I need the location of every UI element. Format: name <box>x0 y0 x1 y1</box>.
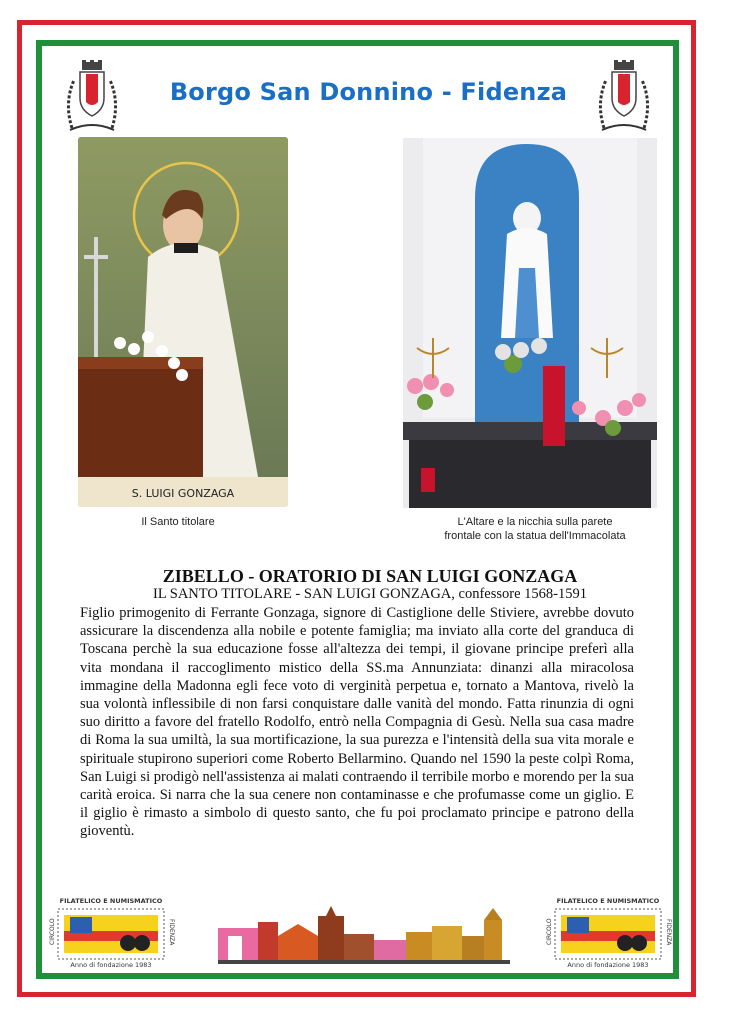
left-photo-caption: Il Santo titolare <box>141 516 215 528</box>
stamp-logo-right <box>543 897 673 973</box>
stamp-side-right-text: FIDENZA <box>665 919 672 946</box>
stamp-side-right-text: FIDENZA <box>168 919 175 946</box>
stamp-top-text: FILATELICO E NUMISMATICO <box>59 897 163 905</box>
right-photo-caption <box>410 515 660 543</box>
right-caption-line-1: L'Altare e la nicchia sulla parete <box>457 516 613 528</box>
altar-photo <box>403 138 657 508</box>
stamp-bottom-text: Anno di fondazione 1983 <box>70 961 152 969</box>
stamp-side-left-text: CIRCOLO <box>49 918 56 945</box>
city-skyline-icon <box>218 906 510 964</box>
stamp-top-text: FILATELICO E NUMISMATICO <box>556 897 660 905</box>
article-subheading: IL SANTO TITOLARE - SAN LUIGI GONZAGA, confessore 1568-1591 <box>152 586 587 602</box>
saint-card-photo <box>78 137 288 507</box>
stamp-bottom-text: Anno di fondazione 1983 <box>567 961 649 969</box>
stamp-logo-left <box>46 897 176 973</box>
page-title: Borgo San Donnino - Fidenza <box>169 78 568 106</box>
stamp-side-left-text: CIRCOLO <box>546 918 553 945</box>
saint-card-label: S. LUIGI GONZAGA <box>131 487 235 500</box>
right-caption-line-2: frontale con la statua dell'Immacolata <box>444 530 626 542</box>
article-body: Figlio primogenito di Ferrante Gonzaga, signore di Castiglione delle Stiviere, avrebbe dovuto assicurare la discendenza alla nobile e potente famiglia; ma inviato alla corte del granduca di Toscana perchè la sua educazione fosse all'altezza dei tempi, il giovane principe preferì alla vita mondana il raccoglimento mistico della SS.ma Annunziata: dinanzi alla miracolosa immagine della Madonna egli fece voto di verginità perpetua e, tornato a Mantova, rivelò la sua volontà inflessibile di non farsi conquistare dalle vanità del mondo. Fatta rinunzia di ogni suo diritto a favore del fratello Rodolfo, entrò nella Compagnia di Gesù. Nella sua casa madre di Roma la sua umiltà, la sua mortificazione, la sua purezza e l'intensità della sua vita morale e spirituale stupirono superiori come Roberto Bellarmino. Quando nel 1590 la peste colpì Roma, San Luigi si prodigò nell'assistenza ai malati contraendo il terribile morbo e morendo per la sua carità eroica. Si narra che la sua cenere non contaminasse e che profumasse come un giglio. E il giglio è rimasto a simbolo di questo santo, che fu poi proclamato principe e patrono della gioventù. <box>80 605 634 840</box>
article-heading: ZIBELLO - ORATORIO DI SAN LUIGI GONZAGA <box>162 566 578 586</box>
